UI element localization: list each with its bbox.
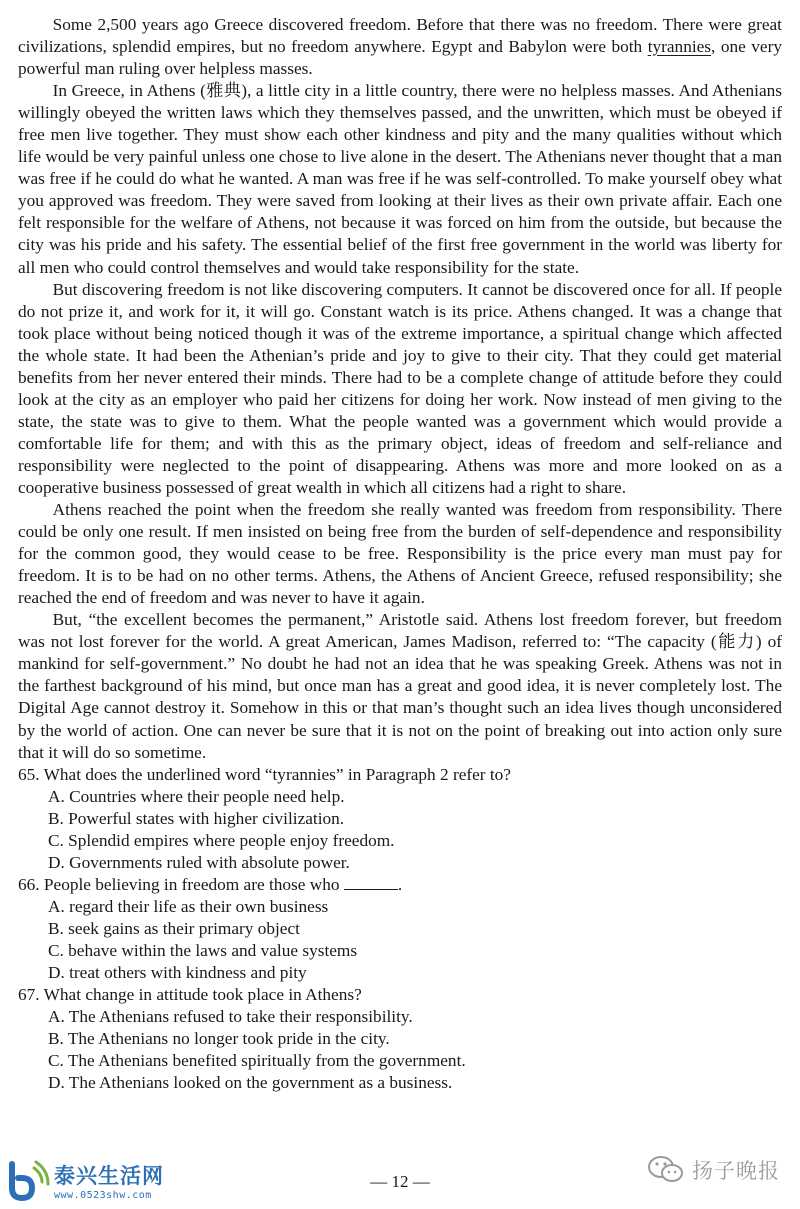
- question-stem: [18, 874, 782, 896]
- watermark-right-name: 扬子晚报: [692, 1159, 780, 1183]
- paragraph-5: But, “the excellent becomes the permanent,” Aristotle said. Athens lost freedom forever, but freedom was not lost forever for the world. A great American, James Madison, referred to: “The capacity (能力) of mankind for self-government.” No doubt he had not an idea that he was speaking Greek. Athens was not in the farthest background of his mind, but once man has a great and good idea, it is never completely lost. The Digital Age cannot destroy it. Somehow in this or that man’s thought such an idea lives though unconsidered by the world of action. One can never be sure that it is not on the point of breaking out into action only sure that it will do so sometime.: [18, 610, 782, 762]
- question-list: [18, 764, 782, 1095]
- option-a: A. regard their life as their own business: [48, 896, 329, 916]
- option-d: D. The Athenians looked on the government as a business.: [48, 1073, 453, 1093]
- question-66: [18, 874, 782, 984]
- answer-blank: [344, 875, 398, 890]
- question-stem-end: .: [397, 874, 403, 894]
- option-b: B. Powerful states with higher civilization.: [48, 808, 345, 828]
- wechat-icon: [646, 1154, 686, 1186]
- watermark-left-site: www.0523shw.com: [54, 1189, 152, 1201]
- option-d: D. Governments ruled with absolute power.: [48, 852, 350, 872]
- question-stem-text: 66. People believing in freedom are those who: [18, 874, 340, 894]
- watermark-right: [646, 1154, 780, 1186]
- option-c: C. The Athenians benefited spiritually from the government.: [48, 1051, 466, 1071]
- underlined-word: tyrannies: [647, 37, 712, 57]
- paragraph-3: But discovering freedom is not like discovering computers. It cannot be discovered once for all. If people do not prize it, and work for it, it will go. Constant watch is its price. Athens changed. It was a change that took place without being noticed though it was of the extreme importance, a spiritual change which affected the whole state. It had been the Athenian’s pride and joy to give to their city. That they could get material benefits from her never entered their minds. There had to be a complete change of attitude before they could look at the city as an employer who paid her citizens for doing her work. Now instead of men giving to the state, the state was to give to them. What the people wanted was a government which would provide a comfortable life for them; and with this as the primary object, ideas of freedom and self-reliance and responsibility were neglected to the point of disappearing. Athens was more and more looked on as a cooperative business possessed of great wealth in which all citizens had a right to share.: [18, 279, 782, 497]
- paragraph-1-text-b: , one very powerful man ruling over helpless masses.: [18, 37, 782, 79]
- reading-passage: [18, 14, 782, 764]
- paragraph-1-text-a: Some 2,500 years ago Greece discovered freedom. Before that there was no freedom. There were great civilizations, splendid empires, but no freedom anywhere. Egypt and Babylon were both: [18, 15, 782, 57]
- option-c: C. Splendid empires where people enjoy freedom.: [48, 830, 395, 850]
- option-d: D. treat others with kindness and pity: [48, 963, 307, 983]
- question-65: [18, 764, 782, 874]
- option-a: A. The Athenians refused to take their responsibility.: [48, 1007, 413, 1027]
- exam-page: [18, 14, 782, 1094]
- question-stem: 65. What does the underlined word “tyrannies” in Paragraph 2 refer to?: [18, 764, 511, 784]
- option-c: C. behave within the laws and value systems: [48, 940, 358, 960]
- paragraph-2: In Greece, in Athens (雅典), a little city in a little country, there were no helpless masses. And Athenians willingly obeyed the written laws which they themselves passed, and the unwritten, which must be obeyed if free men live together. They must show each other kindness and pity and the many qualities without which life would be very painful unless one chose to live alone in the desert. The Athenians never thought that a man was free if he could do what he wanted. A man was free if he was self-controlled. To make yourself obey what you approved was freedom. They were saved from looking at their lives as their own private affair. Each one felt responsible for the welfare of Athens, not because it was forced on him from the outside, but because the city was his pride and his safety. The essential belief of the first free government in the world was liberty for all men who could control themselves and would take responsibility for the state.: [18, 81, 782, 277]
- option-b: B. The Athenians no longer took pride in the city.: [48, 1029, 390, 1049]
- page-number: — 12 —: [370, 1172, 430, 1191]
- option-b: B. seek gains as their primary object: [48, 918, 300, 938]
- paragraph-4: Athens reached the point when the freedom she really wanted was freedom from responsibility. There could be only one result. If men insisted on being free from the burden of self-dependence and responsibility for the common good, they would cease to be free. Responsibility is the price every man must pay for freedom. It is to be had on no other terms. Athens, the Athens of Ancient Greece, refused responsibility; she reached the end of freedom and was never to have it again.: [18, 500, 782, 608]
- page-footer: [0, 1150, 800, 1209]
- option-a: A. Countries where their people need help.: [48, 786, 345, 806]
- question-stem: 67. What change in attitude took place in Athens?: [18, 985, 362, 1005]
- question-67: [18, 984, 782, 1094]
- paragraph-1: [18, 14, 782, 80]
- watermark-left-name: 泰兴生活网: [54, 1163, 164, 1188]
